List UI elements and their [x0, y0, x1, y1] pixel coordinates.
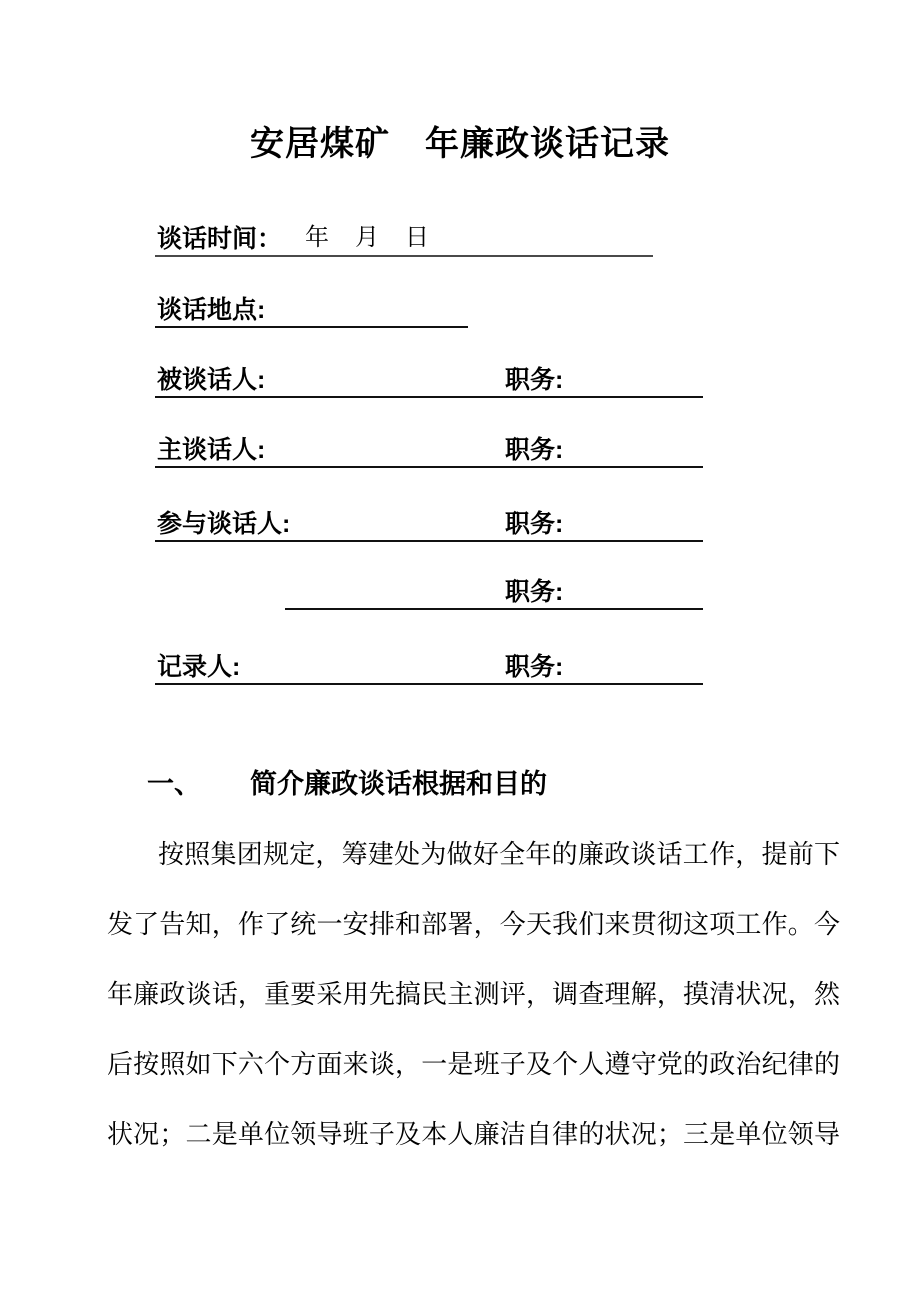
participants-row — [0, 504, 920, 542]
extra-participant-fill-line[interactable] — [285, 572, 703, 610]
paragraph-line: 年廉政谈话，重要采用先搞民主测评，调查理解，摸清状况，然 — [107, 980, 840, 1009]
paragraph-line: 后按照如下六个方面来谈，一是班子及个人遵守党的政治纪律的 — [107, 1050, 840, 1079]
month-unit-label: 月 — [355, 225, 379, 251]
section-heading — [147, 771, 547, 798]
document-title: 安居煤矿 年廉政谈话记录 — [250, 126, 670, 163]
section-number: 一、 — [147, 769, 201, 799]
participants-position-label: 职务: — [505, 510, 564, 538]
recorder-position-label: 职务: — [505, 653, 564, 681]
main-talker-label: 主谈话人: — [157, 436, 266, 464]
main-talker-row — [0, 430, 920, 468]
interviewee-row — [0, 360, 920, 398]
extra-participant-row — [0, 572, 920, 610]
section-title: 简介廉政谈话根据和目的 — [250, 769, 547, 799]
talk-place-row — [0, 290, 920, 328]
talk-time-row — [0, 219, 920, 257]
paragraph-line: 状况；二是单位领导班子及本人廉洁自律的状况；三是单位领导 — [107, 1120, 840, 1149]
main-talker-position-label: 职务: — [505, 436, 564, 464]
recorder-row — [0, 647, 920, 685]
talk-time-label: 谈话时间： — [157, 225, 283, 253]
body-paragraph — [107, 820, 840, 1170]
day-unit-label: 日 — [405, 225, 429, 251]
year-unit-label: 年 — [305, 225, 329, 251]
paragraph-line: 发了告知，作了统一安排和部署，今天我们来贯彻这项工作。今 — [107, 910, 840, 939]
interviewee-label: 被谈话人: — [157, 366, 266, 394]
talk-place-label: 谈话地点: — [157, 296, 266, 324]
participants-label: 参与谈话人: — [157, 510, 291, 538]
recorder-label: 记录人: — [157, 653, 241, 681]
extra-participant-position-label: 职务: — [505, 578, 564, 606]
paragraph-line: 按照集团规定，筹建处为做好全年的廉政谈话工作，提前下 — [158, 840, 840, 869]
interviewee-position-label: 职务: — [505, 366, 564, 394]
